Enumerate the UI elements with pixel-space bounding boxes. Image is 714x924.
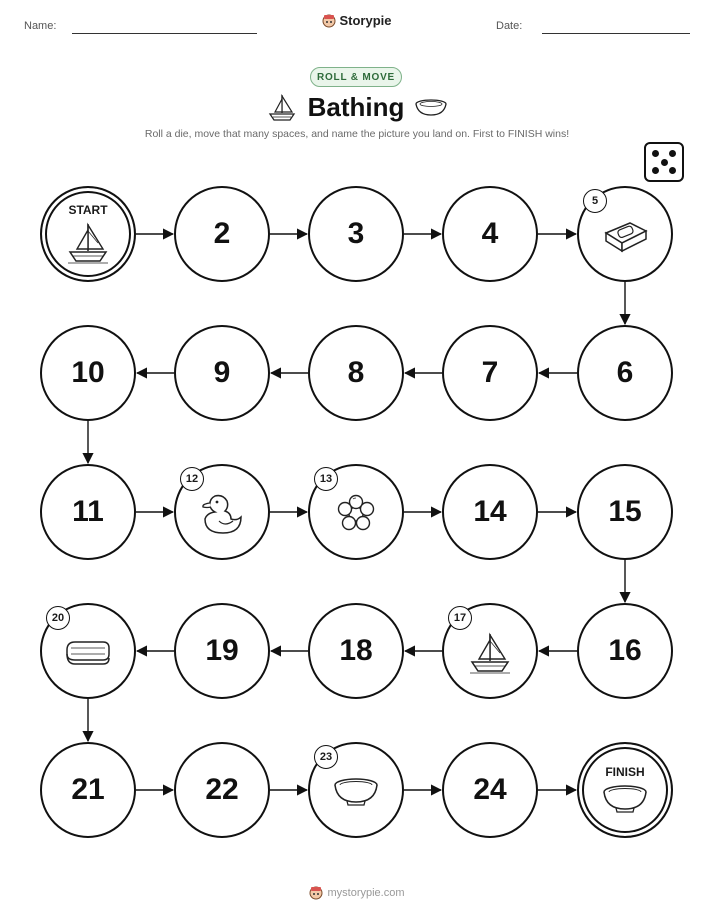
board-space-6 <box>577 325 673 421</box>
board-space-24 <box>442 742 538 838</box>
space-number-badge: 20 <box>46 606 70 630</box>
towel-icon <box>63 636 113 670</box>
washbasin-icon <box>600 783 650 815</box>
board-space-14 <box>442 464 538 560</box>
date-label: Date: <box>496 20 523 32</box>
soap-icon <box>600 217 650 255</box>
space-number: 3 <box>347 217 365 250</box>
finish-space <box>577 742 673 838</box>
page-title: Bathing <box>307 92 405 122</box>
board-space-9 <box>174 325 270 421</box>
board-space-22 <box>174 742 270 838</box>
space-number: 7 <box>481 356 499 389</box>
space-number: 4 <box>481 217 499 250</box>
start-label: START <box>68 203 108 217</box>
space-number-badge: 5 <box>583 189 607 213</box>
board-space-10 <box>40 325 136 421</box>
washbasin-icon <box>331 776 381 808</box>
board-space-19 <box>174 603 270 699</box>
space-number: 15 <box>608 495 642 528</box>
board-space-3 <box>308 186 404 282</box>
space-number: 11 <box>72 495 104 528</box>
space-number-badge: 23 <box>314 745 338 769</box>
board-space-7 <box>442 325 538 421</box>
bath-bubbles-icon <box>334 494 378 534</box>
space-number: 24 <box>473 773 507 806</box>
board-space-21 <box>40 742 136 838</box>
board-space-11 <box>40 464 136 560</box>
activity-tag: ROLL & MOVE <box>310 67 402 87</box>
space-number: 10 <box>71 356 105 389</box>
brand-name: Storypie <box>339 13 392 28</box>
footer-site: mystorypie.com <box>327 887 405 899</box>
start-space <box>40 186 136 282</box>
space-number-badge: 13 <box>314 467 338 491</box>
space-number-badge: 12 <box>180 467 204 491</box>
space-number: 9 <box>213 356 231 389</box>
board-space-8 <box>308 325 404 421</box>
space-number: 8 <box>347 356 365 389</box>
space-number: 22 <box>205 773 239 806</box>
space-number: 18 <box>339 634 373 667</box>
space-number: 21 <box>71 773 105 806</box>
name-label: Name: <box>24 20 57 32</box>
sailboat-icon <box>65 221 111 265</box>
sailboat-icon <box>467 631 513 675</box>
board-space-15 <box>577 464 673 560</box>
board-space-16 <box>577 603 673 699</box>
space-number-badge: 17 <box>448 606 472 630</box>
space-number: 2 <box>213 217 231 250</box>
board-space-18 <box>308 603 404 699</box>
rubber-duck-icon <box>197 491 247 537</box>
board-space-2 <box>174 186 270 282</box>
space-number: 14 <box>473 495 507 528</box>
board-space-4 <box>442 186 538 282</box>
space-number: 19 <box>205 634 239 667</box>
space-number: 16 <box>608 634 642 667</box>
space-number: 6 <box>616 356 634 389</box>
finish-label: FINISH <box>605 765 645 779</box>
footer <box>0 886 714 900</box>
instructions: Roll a die, move that many spaces, and name the picture you land on. First to FINISH wins! <box>144 128 570 140</box>
storypie-mascot-icon <box>309 886 323 900</box>
